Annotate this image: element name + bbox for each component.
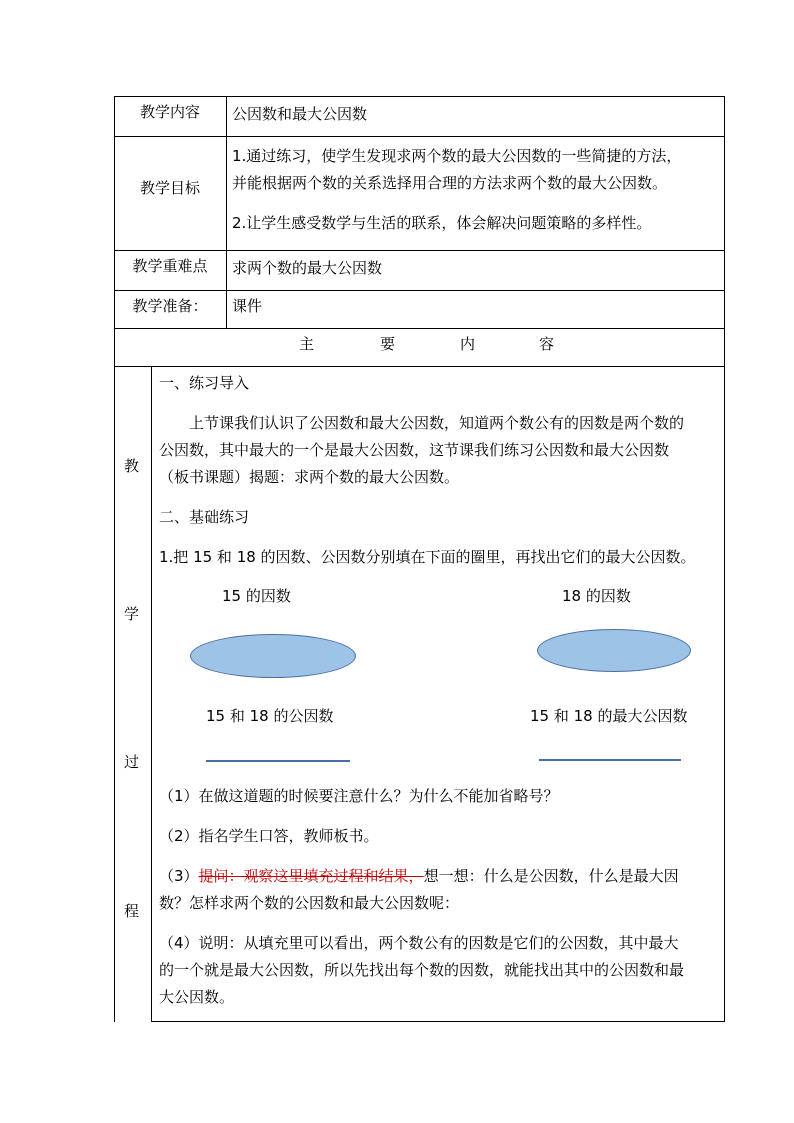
gcd-answer-line bbox=[539, 759, 681, 761]
process-label-char: 过 bbox=[124, 753, 140, 771]
paragraph-line: 公因数，其中最大的一个是最大公因数，这节课我们练习公因数和最大公因数 bbox=[159, 441, 670, 459]
sub-question: （1）在做这道题的时候要注意什么？为什么不能加省略号？ bbox=[159, 787, 559, 805]
process-label-char: 教 bbox=[124, 457, 140, 475]
factors-15-ellipse bbox=[190, 634, 356, 678]
explanation-line: 大公因数。 bbox=[159, 988, 235, 1006]
sub-question bbox=[159, 863, 679, 890]
explanation-line: （4）说明：从填充里可以看出，两个数公有的因数是它们的公因数，其中最大 bbox=[159, 934, 679, 952]
main-heading-char: 主 bbox=[299, 335, 315, 353]
sub-question-line: 数？怎样求两个数的公因数和最大公因数呢： bbox=[159, 894, 460, 912]
prep-value: 课件 bbox=[232, 297, 263, 315]
common-factor-answer-line bbox=[206, 760, 350, 762]
gcd-label: 15 和 18 的最大公因数 bbox=[530, 707, 688, 725]
process-label-char: 程 bbox=[124, 902, 140, 920]
row-divider bbox=[114, 328, 725, 329]
content-value: 公因数和最大公因数 bbox=[232, 105, 368, 123]
goals-line: 并能根据两个数的关系选择用合理的方法求两个数的最大公因数。 bbox=[232, 174, 668, 192]
explanation-line: 的一个就是最大公因数，所以先找出每个数的因数，就能找出其中的公因数和最 bbox=[159, 961, 685, 979]
factors-18-ellipse bbox=[537, 629, 691, 672]
key-value: 求两个数的最大公因数 bbox=[232, 259, 383, 277]
section-heading: 二、基础练习 bbox=[159, 508, 250, 526]
row-divider bbox=[114, 250, 725, 251]
paragraph-line: 上节课我们认识了公因数和最大公因数，知道两个数公有的因数是两个数的 bbox=[189, 414, 685, 432]
table-border-right bbox=[724, 96, 725, 1022]
struck-text: 提问：观察这里填充过程和结果， bbox=[198, 867, 424, 885]
row-divider bbox=[114, 136, 725, 137]
process-label-char: 学 bbox=[124, 605, 140, 623]
section-heading: 一、练习导入 bbox=[159, 374, 250, 392]
sub-question: （2）指名学生口答，教师板书。 bbox=[159, 827, 379, 845]
process-column-divider bbox=[151, 366, 152, 1022]
table-border-top bbox=[114, 96, 725, 97]
content-label: 教学内容 bbox=[139, 103, 200, 121]
label-column-divider bbox=[226, 96, 227, 328]
row-divider bbox=[114, 290, 725, 291]
sub-question-prefix: （3） bbox=[159, 867, 199, 885]
goals-line: 1.通过练习，使学生发现求两个数的最大公因数的一些简捷的方法， bbox=[232, 147, 682, 165]
common-factor-label: 15 和 18 的公因数 bbox=[206, 707, 334, 725]
paragraph-line: （板书课题）揭题：求两个数的最大公因数。 bbox=[159, 468, 460, 486]
goals-label: 教学目标 bbox=[139, 179, 200, 197]
sub-question-rest: 想一想：什么是公因数，什么是最大因 bbox=[423, 867, 679, 885]
goals-line: 2.让学生感受数学与生活的联系，体会解决问题策略的多样性。 bbox=[232, 214, 652, 232]
table-border-left bbox=[114, 96, 115, 1022]
table-border-bottom bbox=[151, 1021, 725, 1022]
row-divider bbox=[114, 366, 725, 367]
factor-label-15: 15 的因数 bbox=[222, 587, 291, 605]
main-heading-char: 容 bbox=[539, 335, 555, 353]
main-heading-char: 内 bbox=[460, 335, 476, 353]
key-label: 教学重难点 bbox=[132, 257, 208, 275]
factor-label-18: 18 的因数 bbox=[562, 587, 631, 605]
prep-label: 教学准备： bbox=[132, 297, 208, 315]
question-text: 1.把 15 和 18 的因数、公因数分别填在下面的圈里，再找出它们的最大公因数。 bbox=[159, 548, 696, 566]
main-heading-char: 要 bbox=[380, 335, 396, 353]
